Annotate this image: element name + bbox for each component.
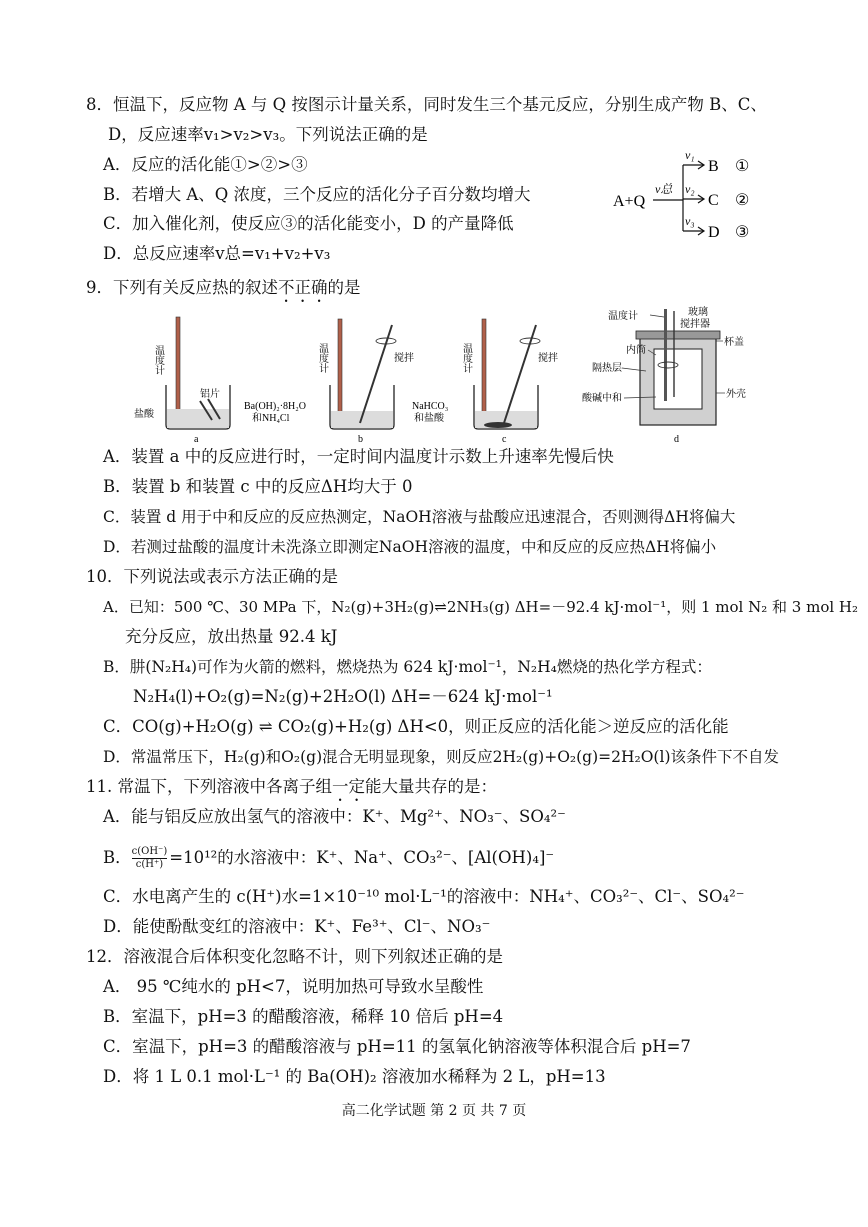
num-2: ② (735, 192, 750, 209)
q8-option-b: B．若增大 A、Q 浓度，三个反应的活化分子百分数均增大 (103, 185, 531, 204)
q11-option-c: C．水电离产生的 c(H⁺)水=1×10⁻¹⁰ mol·L⁻¹的溶液中：NH₄⁺、CO₃²⁻、Cl⁻、SO₄²⁻ (103, 887, 745, 906)
apparatus-b (244, 319, 414, 445)
v2-label: v₂ (685, 182, 695, 196)
d-caption: d (674, 434, 679, 445)
q8-option-c: C．加入催化剂，使反应③的活化能变小，D 的产量降低 (103, 214, 514, 233)
b-caption: b (358, 434, 363, 445)
b-reagent-2: 和NH₄Cl (252, 413, 290, 424)
q10-stem: 10．下列说法或表示方法正确的是 (86, 567, 338, 586)
b-thermometer-label: 温度计 (316, 343, 328, 373)
c-reagent-2: 和盐酸 (414, 413, 444, 424)
v-total-label: v总 (655, 182, 673, 196)
q11-stem: 11. 常温下，下列溶液中各离子组一定能大量共存的是： (86, 777, 497, 796)
a-thermometer-label: 温度计 (152, 345, 164, 375)
d-shell-label: 外壳 (726, 389, 746, 400)
q10-option-a-line1: A．已知：500 ℃、30 MPa 下，N₂(g)+3H₂(g)⇌2NH₃(g) ΔH=－92.4 kJ·mol⁻¹，则 1 mol N₂ 和 3 mol H₂ (103, 598, 859, 616)
q10-option-a-line2: 充分反应，放出热量 92.4 kJ (125, 627, 338, 646)
reactant-label: A+Q (613, 193, 646, 210)
product-b: B (708, 158, 719, 175)
q8-stem-line2: D，反应速率v₁>v₂>v₃。下列说法正确的是 (108, 125, 428, 144)
product-d: D (708, 224, 720, 241)
q12-option-b: B．室温下，pH=3 的醋酸溶液，稀释 10 倍后 pH=4 (103, 1007, 504, 1026)
c-reagent-1: NaHCO₃ (412, 401, 449, 412)
b-stir-label: 搅拌 (394, 353, 414, 364)
q12-option-a: A． 95 ℃纯水的 pH<7，说明加热可导致水呈酸性 (103, 977, 484, 996)
apparatus-c (412, 319, 558, 445)
q10-option-b-line1: B．肼(N₂H₄)可作为火箭的燃料，燃烧热为 624 kJ·mol⁻¹，N₂H₄燃烧的热化学方程式： (103, 658, 712, 676)
q10-option-d: D．常温常压下，H₂(g)和O₂(g)混合无明显现象，则反应2H₂(g)+O₂(g)=2H₂O(l)该条件下不自发 (103, 748, 779, 766)
num-1: ① (735, 158, 750, 175)
q8-option-d: D．总反应速率v总=v₁+v₂+v₃ (103, 244, 331, 263)
d-insulation-label: 隔热层 (592, 363, 622, 374)
q8-reaction-diagram (605, 145, 775, 245)
b-reagent-1: Ba(OH)₂·8H₂O (244, 401, 306, 412)
a-acid-label: 盐酸 (134, 409, 154, 420)
a-aluminum-label: 铝片 (200, 389, 220, 400)
q9-apparatus-figure (134, 305, 746, 445)
apparatus-a (134, 317, 230, 445)
apparatus-d (582, 305, 746, 445)
q9-option-b: B．装置 b 和装置 c 中的反应ΔH均大于 0 (103, 477, 413, 496)
q12-option-d: D．将 1 L 0.1 mol·L⁻¹ 的 Ba(OH)₂ 溶液加水稀释为 2 L，pH=13 (103, 1067, 606, 1086)
d-neutral-label: 酸碱中和 (582, 393, 622, 404)
d-inner-label: 内筒 (626, 345, 646, 356)
q8-option-a: A．反应的活化能①>②>③ (103, 155, 308, 174)
v3-label: v₃ (685, 214, 695, 228)
d-lid-label: 杯盖 (724, 337, 744, 348)
q11-option-d: D．能使酚酞变红的溶液中：K⁺、Fe³⁺、Cl⁻、NO₃⁻ (103, 917, 491, 936)
q9-option-a: A．装置 a 中的反应进行时，一定时间内温度计示数上升速率先慢后快 (103, 447, 614, 466)
c-caption: c (502, 434, 507, 445)
q12-option-c: C．室温下，pH=3 的醋酸溶液与 pH=11 的氢氧化钠溶液等体积混合后 pH=7 (103, 1037, 691, 1056)
q10-option-b-line2: N₂H₄(l)+O₂(g)=N₂(g)+2H₂O(l) ΔH=－624 kJ·mol⁻¹ (133, 687, 553, 706)
num-3: ③ (735, 224, 750, 241)
d-thermometer-label: 温度计 (608, 311, 638, 322)
product-c: C (708, 192, 719, 209)
c-stir-label: 搅拌 (538, 353, 558, 364)
a-caption: a (194, 434, 199, 445)
page-footer: 高二化学试题 第 2 页 共 7 页 (341, 1103, 527, 1119)
q12-stem: 12．溶液混合后体积变化忽略不计，则下列叙述正确的是 (86, 947, 503, 966)
q8-stem-line1: 8．恒温下，反应物 A 与 Q 按图示计量关系，同时发生三个基元反应，分别生成产物 B、C、 (86, 95, 767, 114)
q9-option-d: D．若测过盐酸的温度计未洗涤立即测定NaOH溶液的温度，中和反应的反应热ΔH将偏小 (103, 538, 717, 556)
q11-option-a: A．能与铝反应放出氢气的溶液中：K⁺、Mg²⁺、NO₃⁻、SO₄²⁻ (103, 807, 566, 826)
q11-option-b: B． $\frac{c(OH^-)}{c(H^+)}$ =10¹²的水溶液中：K⁺、Na⁺、CO₃²⁻、[Al(OH)₄]⁻ (103, 846, 555, 870)
q9-option-c: C．装置 d 用于中和反应的反应热测定，NaOH溶液与盐酸应迅速混合，否则测得ΔH将偏大 (103, 508, 736, 526)
c-thermometer-label: 温度计 (460, 343, 472, 373)
v1-label: v₁ (685, 148, 695, 162)
q9-stem: 9．下列有关反应热的叙述不正确的是 (86, 278, 361, 297)
q10-option-c: C．CO(g)+H₂O(g) ⇌ CO₂(g)+H₂(g) ΔH<0，则正反应的活化能＞逆反应的活化能 (103, 717, 729, 736)
d-glass-label-1: 玻璃 (688, 307, 708, 318)
d-glass-label-2: 搅拌器 (680, 319, 710, 330)
